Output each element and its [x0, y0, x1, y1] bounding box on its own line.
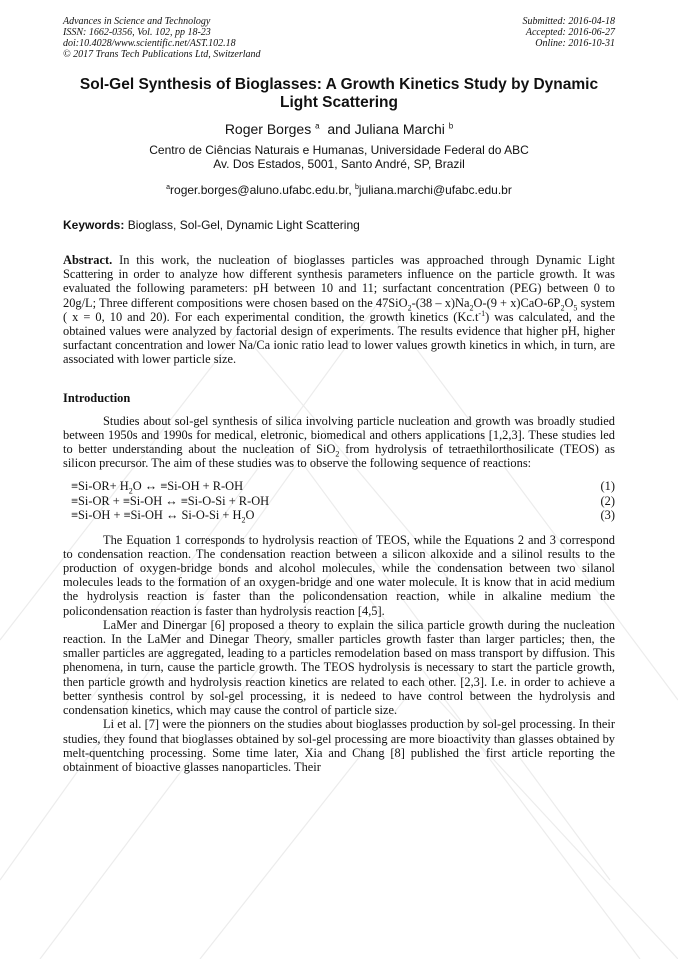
abstract-text: system ( x = 0, 10 and 20). For each experimental condition, the growth kinetics (Kc.t — [63, 295, 615, 324]
intro-paragraph-3: LaMer and Dinergar [6] proposed a theory to explain the silica particle growth during the nucleation reaction. In the LaMer and Dinegar Theory, smaller particles growth faster than larger particles; then, the smaller particles are aggregated, leading to a particles remodelation based on mass transport by diffusion. This phenomena, in turn, cause the particle growth. The TEOS hydrolysis is necessary to start the particle growth, then particle growth and hydrolysis reaction kinetics are related to each other. [2,3]. I.e. in order to achieve a better synthesis control by sol-gel processing, it is nedeed to have control between the hydrolysis and condensation kinetics, which may cause the control of particle size. — [63, 617, 615, 718]
journal-info — [63, 16, 261, 60]
paragraph-text: Studies about sol-gel synthesis of silica involving particle nucleation and growth was broadly studied between 1950s and 1990s for medical, eletronic, biomedical and others applications [1,2,3]. These studies led to better understanding about the nucleation of SiO — [63, 413, 615, 457]
subscript: 2 — [469, 303, 474, 313]
superscript: -1 — [478, 308, 486, 318]
journal-header — [63, 16, 615, 60]
author-1: Roger Borges — [224, 121, 312, 137]
keywords — [63, 218, 615, 232]
equation-3-number: (3) — [600, 508, 615, 523]
abstract-text: -(38 – x)Na — [411, 295, 470, 310]
equation-2-body: ≡Si-OR + ≡Si-OH ↔ ≡Si-O-Si + R-OH — [71, 493, 270, 508]
affiliation-line-2: Av. Dos Estados, 5001, Santo André, SP, Brazil — [213, 157, 465, 171]
equation-text: O ↔ ≡Si-OH + R-OH — [132, 479, 244, 494]
equation-2-number: (2) — [600, 493, 615, 508]
copyright-line: © 2017 Trans Tech Publications Ltd, Switzerland — [63, 49, 261, 60]
affiliation-line-1: Centro de Ciências Naturais e Humanas, Universidade Federal do ABC — [149, 143, 529, 157]
email-2[interactable]: juliana.marchi@ufabc.edu.br — [358, 183, 512, 197]
accepted-date: Accepted: 2016-06-27 — [525, 27, 615, 38]
subscript: 2 — [407, 303, 412, 313]
subscript: 5 — [573, 303, 578, 313]
subscript: 2 — [128, 486, 133, 496]
email-1-mark: a — [166, 184, 171, 191]
author-2: Juliana Marchi — [354, 121, 445, 137]
issn-line: ISSN: 1662-0356, Vol. 102, pp 18-23 — [63, 27, 211, 38]
keywords-text: Bioglass, Sol-Gel, Dynamic Light Scattering — [127, 218, 360, 232]
equation-3-body — [71, 508, 255, 525]
paper-page — [63, 16, 615, 774]
equation-text: ≡Si-OH + ≡Si-OH ↔ Si-O-Si + H — [71, 508, 242, 523]
intro-paragraph-4: Li et al. [7] were the pionners on the studies about bioglasses production by sol-gel processing. In their studies, they found that bioglasses obtained by sol-gel processing are more bioactivity than glasses obtained by melt-quentching processing. Some time later, Xia and Chang [8] published the first article reporting the obtainment of bioactive glasses nanoparticles. Their — [63, 717, 615, 774]
equation-text: ≡Si-OR+ H — [71, 479, 129, 494]
author-1-mark: a — [315, 121, 320, 131]
subscript: 2 — [335, 449, 340, 459]
affiliation — [63, 143, 615, 171]
online-date: Online: 2016-10-31 — [535, 38, 615, 49]
submission-dates — [523, 16, 616, 60]
keywords-label: Keywords: — [63, 218, 125, 232]
paragraph-text: from hydrolysis of tetraethilorthosilicate (TEOS) as silicon precursor. The aim of these studies was to observe the following sequence of reactions: — [63, 442, 615, 471]
abstract-text: In this work, the nucleation of bioglasses particles was approached through Dynamic Light Scattering in order to analyze how different synthesis parameters influence on the particle growth. It was evaluated the following parameters: pH between 10 and 11; surfactant concentration (PEG) between 0 to 20g/L; Three different compositions were chosen based on the 47SiO — [63, 253, 615, 310]
subscript: 2 — [560, 303, 565, 313]
paper-title: Sol-Gel Synthesis of Bioglasses: A Growth Kinetics Study by Dynamic Light Scattering — [79, 76, 599, 111]
equation-1 — [63, 479, 615, 496]
email-2-mark: b — [355, 184, 359, 191]
abstract-label: Abstract. — [63, 253, 113, 267]
author-2-mark: b — [448, 121, 454, 131]
submitted-date: Submitted: 2016-04-18 — [522, 16, 615, 27]
equation-3 — [63, 508, 615, 525]
equation-2 — [63, 494, 615, 508]
intro-paragraph-2: The Equation 1 corresponds to hydrolysis reaction of TEOS, while the Equations 2 and 3 correspond to condensation reaction. The condensation reaction between a silicon alkoxide and a silinol results to the production of oxygen-bridge bonds and alcohol molecules, while the condensation between two silanol molecules leads to the formation of an oxygen-bridge and one water molecule. It is know that in acid medium the hydrolysis reaction is faster than the policondensation reaction, while in alkaline medium the policondensation reaction is faster than hydrolysis reaction [4,5]. — [63, 532, 615, 618]
section-heading-introduction: Introduction — [63, 390, 131, 405]
abstract — [63, 253, 615, 367]
email-1[interactable]: roger.borges@aluno.ufabc.edu.br, — [170, 183, 352, 197]
abstract-text: ) was calculated, and the obtained values were analyzed by factorial design of experiments. The results evidence that higher pH, higher surfactant concentration and lower Na/Ca ionic ratio lead to lower values growth kinetics in which, in turn, are associated with lower particle size. — [63, 309, 615, 367]
doi-line[interactable]: doi:10.4028/www.scientific.net/AST.102.18 — [63, 38, 236, 49]
subscript: 2 — [241, 515, 246, 525]
author-emails — [63, 183, 615, 197]
equation-1-body — [71, 479, 244, 496]
equation-block — [63, 479, 615, 525]
intro-paragraph-1 — [63, 414, 615, 471]
journal-name: Advances in Science and Technology — [63, 16, 211, 27]
abstract-text: O — [564, 295, 574, 310]
equation-text: O — [245, 508, 255, 523]
author-conjunction: and — [327, 121, 351, 137]
author-list — [63, 121, 615, 137]
equation-1-number: (1) — [600, 479, 615, 494]
abstract-text: O-(9 + x)CaO-6P — [473, 295, 561, 310]
